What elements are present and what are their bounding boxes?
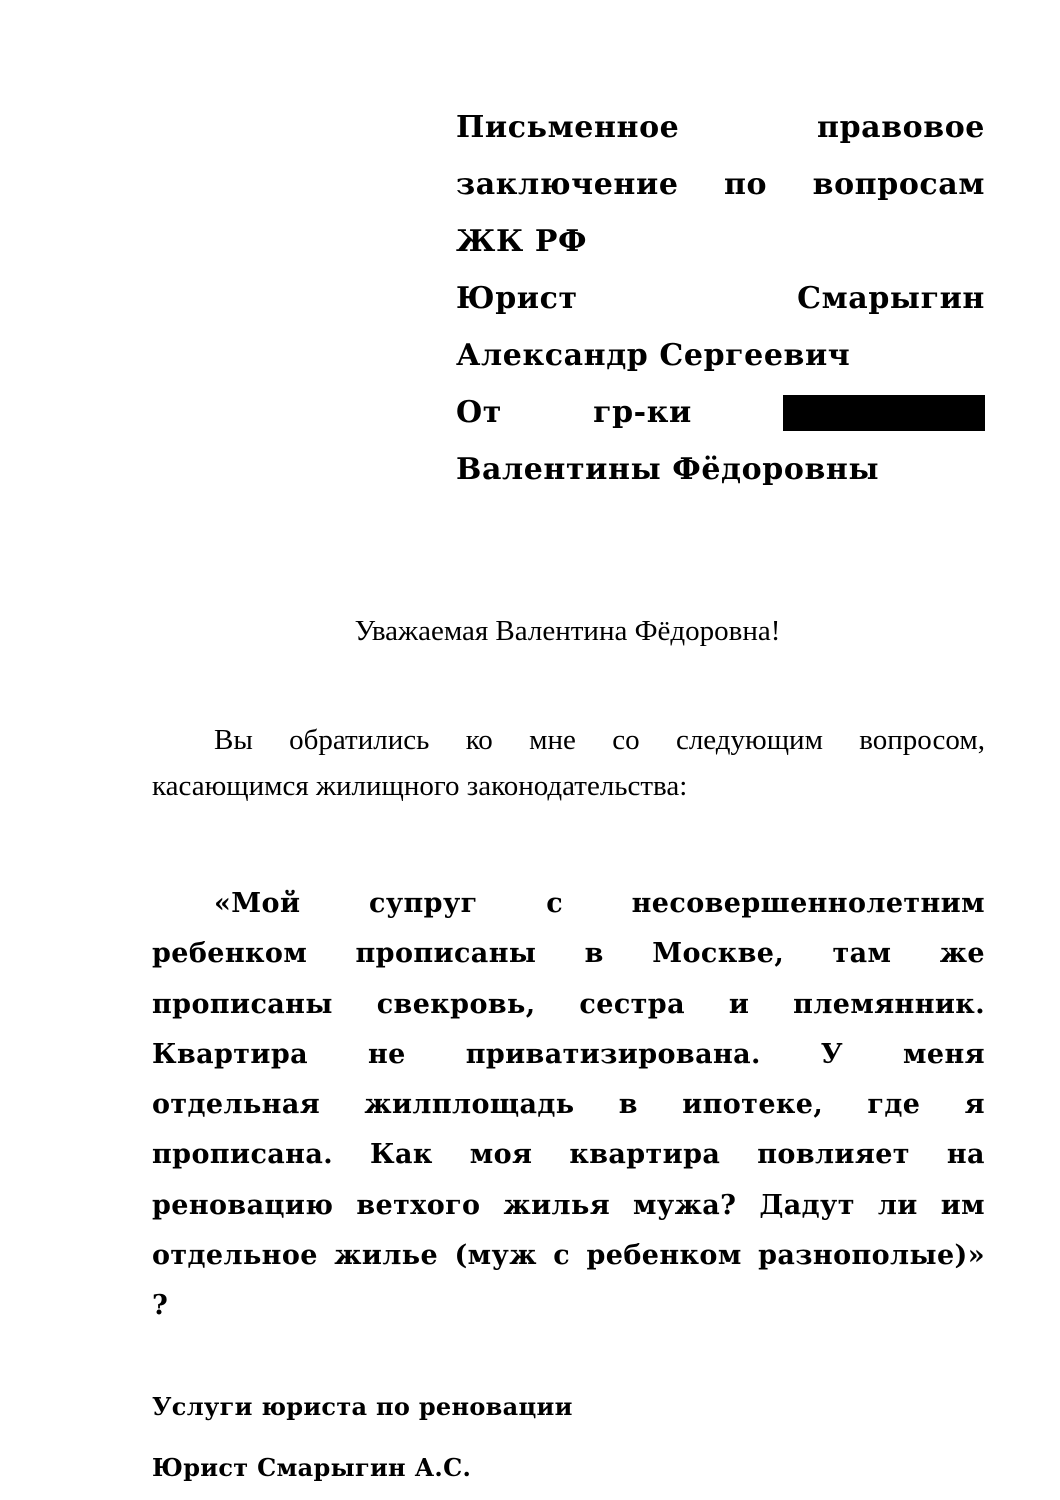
greeting: Уважаемая Валентина Фёдоровна! — [354, 615, 781, 647]
question-line-6 — [152, 1130, 985, 1180]
question-word: Дадут — [759, 1189, 855, 1221]
question-word: ребенком — [586, 1240, 742, 1272]
header-word: Смарыгин — [797, 281, 985, 316]
question-word: У — [820, 1038, 844, 1070]
question-word: Как — [370, 1139, 433, 1171]
header-word: заключение — [456, 167, 679, 202]
intro-paragraph — [152, 717, 985, 809]
question-line-1 — [152, 879, 985, 929]
question-word: племянник. — [793, 988, 985, 1020]
header-line-7: Валентины Фёдоровны — [456, 452, 880, 487]
question-word: жилья — [503, 1189, 611, 1221]
header-line-5: Александр Сергеевич — [456, 338, 851, 373]
intro-word: со — [612, 724, 640, 756]
question-word: отдельная — [152, 1089, 321, 1121]
intro-line-2: касающимся жилищного законодательства: — [152, 770, 688, 802]
question-word: повлияет — [757, 1139, 910, 1171]
question-word: «Мой — [214, 888, 301, 919]
header-line-1 — [456, 99, 985, 156]
question-word: меня — [903, 1038, 985, 1070]
header-line-3: ЖК РФ — [456, 224, 588, 259]
question-line-4 — [152, 1030, 985, 1080]
question-word: где — [867, 1089, 921, 1121]
question-word: Москве, — [652, 938, 785, 970]
question-word: жилплощадь — [364, 1089, 575, 1121]
question-word: в — [618, 1089, 638, 1121]
question-word: свекровь, — [376, 988, 536, 1020]
question-line-8 — [152, 1231, 985, 1281]
header-word: гр-ки — [593, 395, 692, 430]
document-header — [456, 99, 985, 498]
question-word: супруг — [369, 888, 478, 919]
question-word: с — [546, 888, 564, 919]
question-word: прописана. — [152, 1139, 334, 1171]
question-word: квартира — [569, 1139, 721, 1171]
question-word: не — [367, 1038, 406, 1070]
header-word: Юрист — [456, 281, 578, 316]
question-word: сестра — [579, 988, 685, 1020]
question-line-5 — [152, 1080, 985, 1130]
question-word: прописаны — [152, 988, 333, 1020]
header-word: по — [723, 167, 768, 202]
question-word: ветхого — [356, 1189, 481, 1221]
redaction-box — [783, 395, 985, 431]
header-word: вопросам — [812, 167, 985, 202]
question-word: там — [832, 938, 892, 970]
question-word: в — [584, 938, 604, 970]
question-word: же — [939, 938, 985, 970]
intro-word: ко — [465, 724, 493, 756]
question-word: (муж — [454, 1240, 537, 1272]
question-line-9: ? — [152, 1290, 169, 1322]
question-word: им — [940, 1189, 985, 1221]
question-word: прописаны — [355, 938, 537, 970]
question-word: Квартира — [152, 1038, 309, 1070]
header-word: От — [456, 395, 502, 430]
question-word: с — [553, 1240, 571, 1272]
intro-word: мне — [529, 724, 576, 756]
services-line: Услуги юриста по реновации — [152, 1392, 573, 1421]
header-word: правовое — [817, 110, 985, 145]
question-word: реновацию — [152, 1189, 334, 1221]
question-word: моя — [469, 1139, 533, 1171]
header-line-2 — [456, 156, 985, 213]
question-word: мужа? — [633, 1189, 737, 1221]
question-line-3 — [152, 980, 985, 1030]
signature-line: Юрист Смарыгин А.С. — [152, 1453, 472, 1482]
question-word: ипотеке, — [682, 1089, 824, 1121]
header-line-6 — [456, 384, 985, 441]
question-word: и — [728, 988, 750, 1020]
intro-word: обратились — [289, 724, 430, 756]
question-word: я — [964, 1089, 985, 1121]
question-line-2 — [152, 929, 985, 979]
question-word: ребенком — [152, 938, 308, 970]
question-word: ли — [877, 1189, 918, 1221]
header-line-4 — [456, 270, 985, 327]
question-line-7 — [152, 1181, 985, 1231]
question-word: жилье — [334, 1240, 439, 1272]
intro-word: вопросом, — [859, 724, 985, 756]
question-word: несовершеннолетним — [631, 888, 985, 919]
question-word: разнополые)» — [758, 1240, 985, 1272]
question-paragraph — [152, 879, 985, 1332]
intro-line-1 — [152, 717, 985, 763]
intro-word: следующим — [675, 724, 823, 756]
question-word: на — [946, 1139, 985, 1171]
question-word: отдельное — [152, 1240, 318, 1272]
header-word: Письменное — [456, 110, 680, 145]
intro-word: Вы — [214, 724, 253, 756]
question-word: приватизирована. — [465, 1038, 761, 1070]
